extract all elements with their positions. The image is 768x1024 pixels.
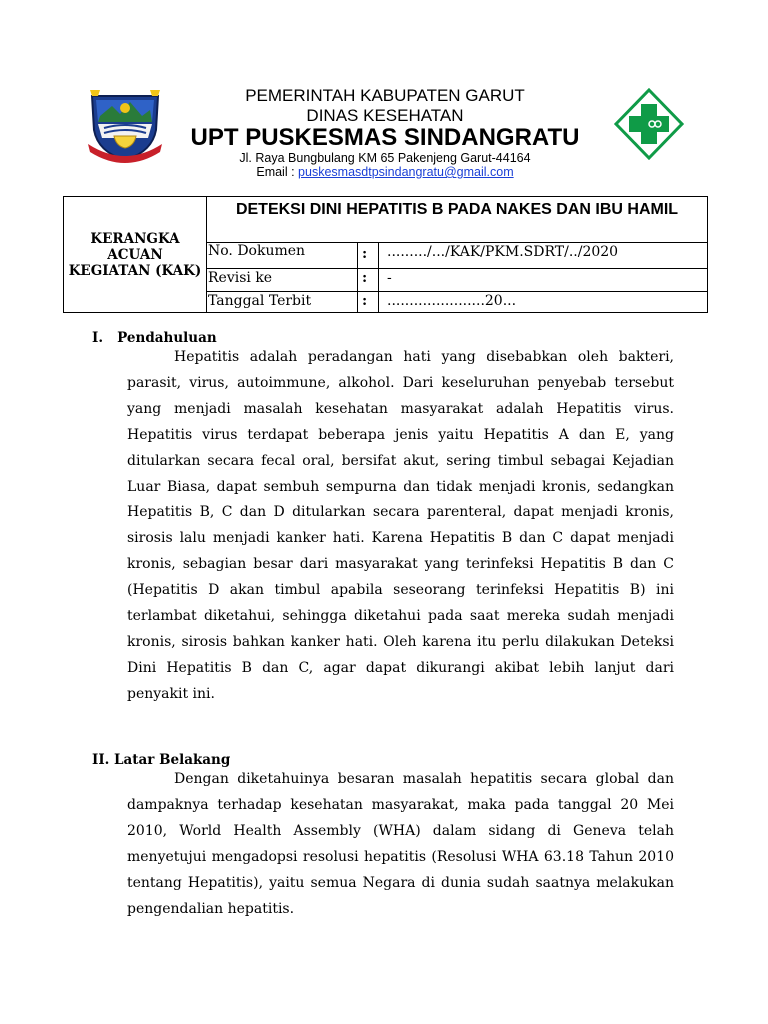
document-header-table [63,196,708,313]
row-label-issue-date: Tanggal Terbit [208,293,312,309]
letterhead-email-line [140,165,630,180]
kak-label-line: KEGIATAN (KAK) [68,262,202,279]
row-colon: : [362,270,368,286]
row-value-issue-date: ......................20... [387,293,517,309]
letterhead-institution: UPT PUSKESMAS SINDANGRATU [190,124,580,151]
kak-label-line: KERANGKA [90,230,180,247]
email-link[interactable]: puskesmasdtpsindangratu@gmail.com [298,165,514,179]
row-value-revision: - [387,270,392,286]
row-colon: : [362,246,368,262]
letterhead-address: Jl. Raya Bungbulang KM 65 Pakenjeng Garut-44164 [239,151,531,165]
paragraph-pendahuluan: Hepatitis adalah peradangan hati yang disebabkan oleh bakteri, parasit, virus, autoimmune, alkohol. Dari keseluruhan penyebab tersebut yang menjadi masalah kesehatan masyarakat adalah Hepatitis virus. Hepatitis virus terdapat beberapa jenis yaitu Hepatitis A dan E, yang ditularkan secara fecal oral, bersifat akut, sering timbul sebagai Kejadian Luar Biasa, dapat sembuh sempurna dan tidak menjadi kronis, sedangkan Hepatitis B, C dan D ditularkan secara parenteral, dapat menjadi kronis, sirosis lalu menjadi kanker hati. Karena Hepatitis B dan C dapat menjadi kronis, sebagian besar dari masyarakat yang terinfeksi Hepatitis B dan C (Hepatitis D akan timbul apabila seseorang terinfeksi Hepatitis B) ini terlambat diketahui, sehingga diketahui pada saat mereka sudah menjadi kronis, sirosis bahkan kanker hati. Oleh karena itu perlu dilakukan Deteksi Dini Hepatitis B dan C, agar dapat dikurangi akibat lebih lanjut dari penyakit ini. [127,349,674,702]
row-label-doc-number: No. Dokumen [208,243,306,259]
kak-label [64,197,206,312]
email-label: Email : [256,165,299,179]
row-value-doc-number: ........./.../KAK/PKM.SDRT/../2020 [387,244,619,260]
row-colon: : [362,293,368,309]
row-label-revision: Revisi ke [208,270,273,286]
kak-label-line: ACUAN [107,246,163,263]
document-title: DETEKSI DINI HEPATITIS B PADA NAKES DAN IBU HAMIL [235,201,679,218]
section-heading-latar-belakang [92,752,230,768]
section-number: I. [92,330,104,346]
section-title: Latar Belakang [114,752,231,768]
letterhead-department: DINAS KESEHATAN [306,106,464,125]
section-heading-pendahuluan [92,330,217,346]
paragraph-latar-belakang: Dengan diketahuinya besaran masalah hepatitis secara global dan dampaknya terhadap kesehatan masyarakat, maka pada tanggal 20 Mei 2010, World Health Assembly (WHA) dalam sidang di Geneva telah menyetujui mengadopsi resolusi hepatitis (Resolusi WHA 63.18 Tahun 2010 tentang Hepatitis), yaitu semua Negara di dunia sudah saatnya melakukan pengendalian hepatitis. [127,771,674,917]
section-title: Pendahuluan [117,330,217,346]
section-number: II. [92,752,110,768]
letterhead-government: PEMERINTAH KABUPATEN GARUT [245,86,525,105]
